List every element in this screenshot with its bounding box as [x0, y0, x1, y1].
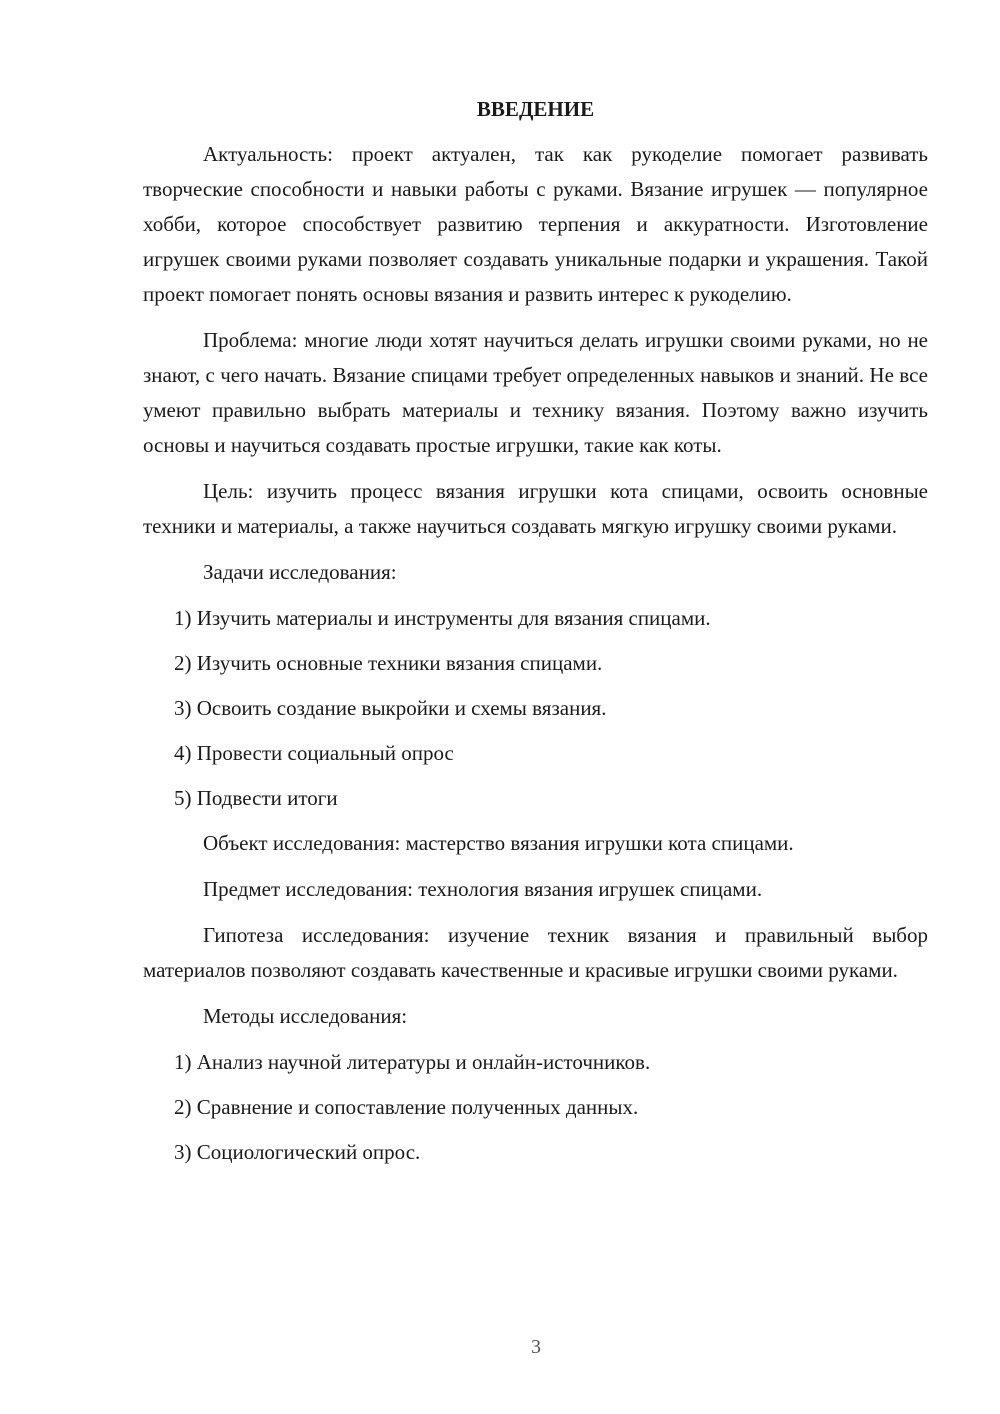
problem-paragraph: Проблема: многие люди хотят научиться делать игрушки своими руками, но не знают, с чего начать. Вязание спицами требует определенных навыков и знаний. Не все умеют правильно выбрать материалы и технику вязания. Поэтому важно изучить основы и научиться создавать простые игрушки, такие как коты.	[143, 328, 928, 457]
hypothesis-paragraph: Гипотеза исследования: изучение техник вязания и правильный выбор материалов позволяют создавать качественные и красивые игрушки своими руками.	[143, 923, 928, 982]
list-item: 5) Подвести итоги	[174, 786, 338, 810]
list-item: 1) Изучить материалы и инструменты для вязания спицами.	[174, 606, 711, 630]
goal-paragraph: Цель: изучить процесс вязания игрушки кота спицами, освоить основные техники и материалы, а также научиться создавать мягкую игрушку своими руками.	[143, 479, 928, 538]
subject-line: Предмет исследования: технология вязания игрушек спицами.	[203, 877, 763, 901]
list-item: 4) Провести социальный опрос	[174, 741, 454, 765]
document-page	[143, 92, 928, 1180]
list-item: 1) Анализ научной литературы и онлайн-источников.	[174, 1050, 651, 1074]
page-number: 3	[531, 1336, 541, 1358]
list-item: 3) Социологический опрос.	[174, 1140, 421, 1164]
list-item: 2) Изучить основные техники вязания спицами.	[174, 651, 603, 675]
methods-label: Методы исследования:	[203, 1004, 408, 1028]
list-item: 2) Сравнение и сопоставление полученных данных.	[174, 1095, 639, 1119]
object-line: Объект исследования: мастерство вязания игрушки кота спицами.	[203, 831, 794, 855]
methods-list	[143, 1045, 928, 1170]
page-title: ВВЕДЕНИЕ	[476, 97, 595, 121]
list-item: 3) Освоить создание выкройки и схемы вязания.	[174, 696, 607, 720]
relevance-paragraph: Актуальность: проект актуален, так как рукоделие помогает развивать творческие способности и навыки работы с руками. Вязание игрушек — популярное хобби, которое способствует развитию терпения и аккуратности. Изготовление игрушек своими руками позволяет создавать уникальные подарки и украшения. Такой проект помогает понять основы вязания и развить интерес к рукоделию.	[143, 142, 928, 306]
tasks-label: Задачи исследования:	[203, 560, 397, 584]
tasks-list	[143, 601, 928, 816]
